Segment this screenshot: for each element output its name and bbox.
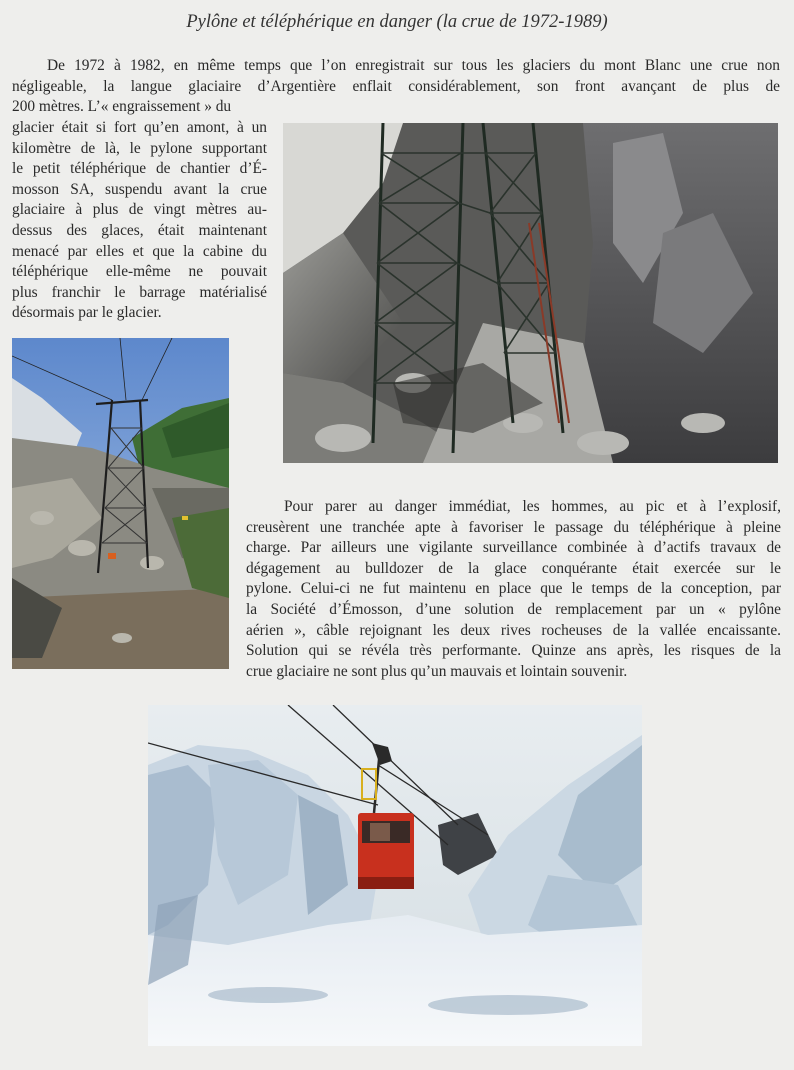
text-line: menacé par elles et que la cabine du bbox=[12, 242, 267, 260]
text-line: la Société d’Émosson, d’une solution de remplacement par un « pylône bbox=[246, 600, 781, 618]
paragraph-1-side bbox=[12, 118, 267, 324]
text-line: mosson SA, suspendu avant la crue bbox=[12, 180, 267, 198]
text-line: plus franchir le barrage matérialisé bbox=[12, 283, 267, 301]
text-line: pylone. Celui-ci ne fut maintenu en place que le temps de la conception, par bbox=[246, 580, 781, 598]
text-line: Solution qui se révéla très performante. Quinze ans après, les risques de la bbox=[246, 642, 781, 660]
paragraph-1-top bbox=[12, 56, 780, 118]
text-line: désormais par le glacier. bbox=[12, 304, 162, 322]
text-line: kilomètre de là, le pylone supportant bbox=[12, 139, 267, 157]
text-line: négligeable, la langue glaciaire d’Argentière enflait considérablement, son front avançant de plus de bbox=[12, 77, 780, 95]
text-line: glaciaire à plus de vingt mètres au- bbox=[12, 201, 267, 219]
text-line: creusèrent une tranchée apte à favoriser le passage du téléphérique à pleine bbox=[246, 518, 781, 536]
text-line: aérien », câble rejoignant les deux rives rocheuses de la vallée encaissante. bbox=[246, 621, 781, 639]
text-line: De 1972 à 1982, en même temps que l’on enregistrait sur tous les glaciers du mont Blanc une crue non bbox=[47, 57, 780, 74]
text-line: le petit téléphérique de chantier d’É- bbox=[12, 160, 267, 178]
text-line: Pour parer au danger immédiat, les hommes, au pic et à l’explosif, bbox=[284, 498, 781, 515]
text-line: glacier était si fort qu’en amont, à un bbox=[12, 119, 267, 136]
valley-pylon-photo bbox=[12, 338, 229, 669]
text-line: charge. Par ailleurs une vigilante surveillance combinée à d’actifs travaux de bbox=[246, 539, 781, 557]
text-line: crue glaciaire ne sont plus qu’un mauvais et lointain souvenir. bbox=[246, 662, 628, 680]
text-line: dégagement au bulldozer de la glace conquérante était exercée sur le bbox=[246, 559, 781, 577]
page-title: Pylône et téléphérique en danger (la crue de 1972-1989) bbox=[186, 12, 608, 32]
paragraph-2 bbox=[246, 497, 781, 682]
text-line: dessus des glaces, était maintenant bbox=[12, 221, 267, 239]
pylon-photo bbox=[283, 123, 778, 463]
text-line: téléphérique elle-même ne pouvait bbox=[12, 263, 267, 281]
cable-car-photo bbox=[148, 705, 642, 1046]
text-line: 200 mètres. L’« engraissement » du bbox=[12, 98, 232, 116]
